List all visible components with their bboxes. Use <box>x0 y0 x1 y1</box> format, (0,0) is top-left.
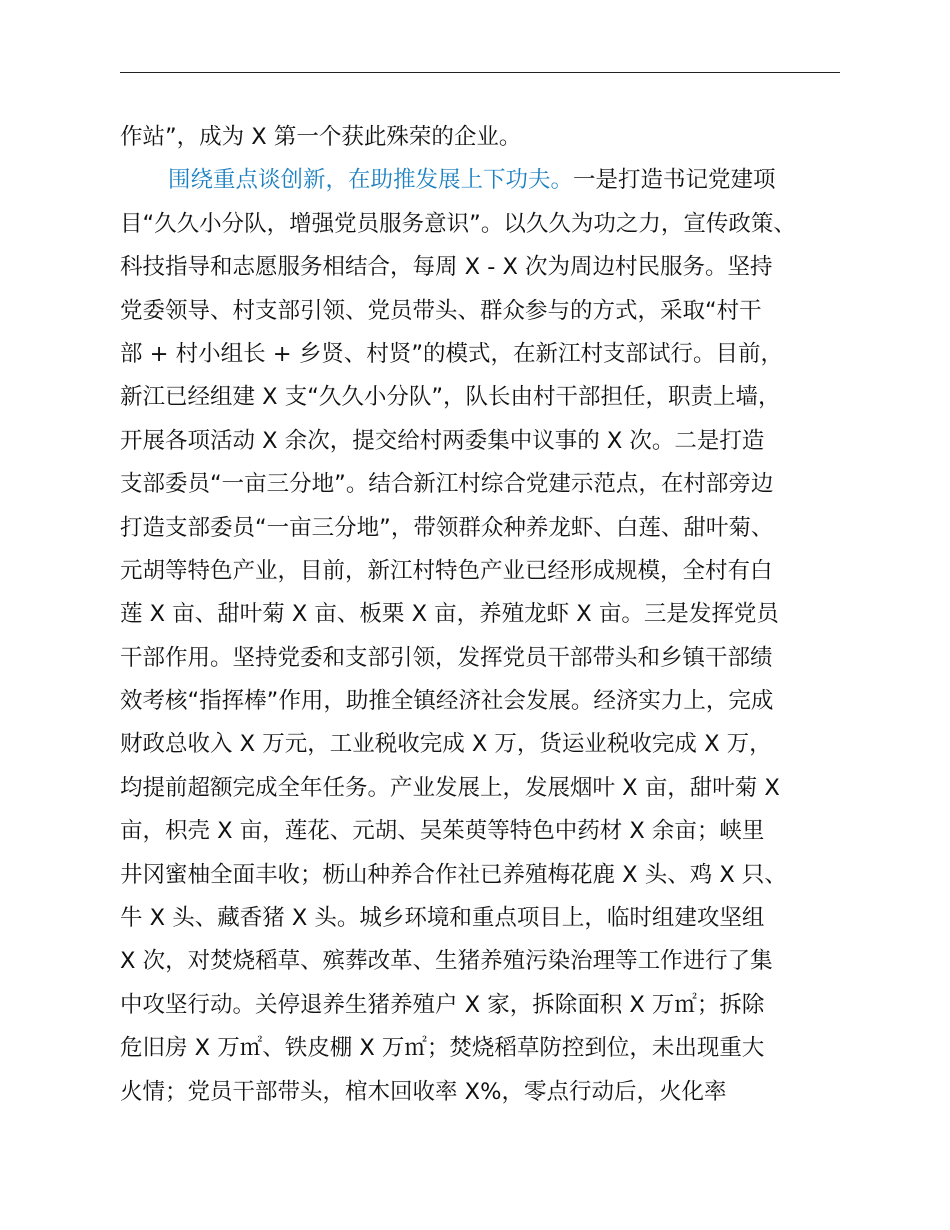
section-heading: 围绕重点谈创新，在助推发展上下功夫。 <box>168 167 574 194</box>
text-line: 均提前超额完成全年任务。产业发展上，发展烟叶 X 亩，甜叶菊 X <box>120 774 780 801</box>
text-line: 牛 X 头、藏香猪 X 头。城乡环境和重点项目上，临时组建攻坚组 <box>120 905 765 932</box>
text-line: 火情；党员干部带头，棺木回收率 X%，零点行动后，火化率 <box>120 1078 727 1105</box>
text-line: 井冈蜜柚全面丰收；枥山种养合作社已养殖梅花鹿 X 头、鸡 X 只、 <box>120 861 787 888</box>
text-line: 科技指导和志愿服务相结合，每周 X - X 次为周边村民服务。坚持 <box>120 254 773 281</box>
text-line: 元胡等特色产业，目前，新江村特色产业已经形成规模，全村有白 <box>120 557 773 584</box>
text-line: 支部委员“一亩三分地”。结合新江村综合党建示范点，在村部旁边 <box>120 471 774 498</box>
text-line: 财政总收入 X 万元，工业税收完成 X 万，货运业税收完成 X 万， <box>120 731 772 758</box>
text-line: 作站”，成为 X 第一个获此殊荣的企业。 <box>120 124 522 150</box>
text-line: 莲 X 亩、甜叶菊 X 亩、板栗 X 亩，养殖龙虾 X 亩。三是发挥党员 <box>120 601 779 628</box>
paragraph-first-line <box>120 159 860 202</box>
text-line: 开展各项活动 X 余次，提交给村两委集中议事的 X 次。二是打造 <box>120 427 765 454</box>
text-line: 部 + 村小组长 + 乡贤、村贤”的模式，在新江村支部试行。目前， <box>120 340 783 367</box>
text-line: 新江已经组建 X 支“久久小分队”，队长由村干部担任，职责上墙， <box>120 384 781 411</box>
text-line: X 次，对焚烧稻草、殡葬改革、生猪养殖污染治理等工作进行了集 <box>120 948 773 975</box>
document-body <box>120 116 860 1114</box>
header-rule <box>120 72 840 73</box>
text-line: 打造支部委员“一亩三分地”，带领群众种养龙虾、白莲、甜叶菊、 <box>120 514 774 541</box>
text-line: 干部作用。坚持党委和支部引领，发挥党员干部带头和乡镇干部绩 <box>120 644 773 671</box>
text-line: 亩，枳壳 X 亩，莲花、元胡、吴茱萸等特色中药材 X 余亩；峡里 <box>120 818 765 845</box>
text-line: 效考核“指挥棒”作用，助推全镇经济社会发展。经济实力上，完成 <box>120 688 774 715</box>
text-run: 一是打造书记党建项 <box>573 167 776 194</box>
text-line: 党委领导、村支部引领、党员带头、群众参与的方式，采取“村干 <box>120 297 762 324</box>
text-line: 危旧房 X 万㎡、铁皮棚 X 万㎡；焚烧稻草防控到位，未出现重大 <box>120 1035 765 1062</box>
text-line: 中攻坚行动。关停退养生猪养殖户 X 家，拆除面积 X 万㎡；拆除 <box>120 991 765 1018</box>
text-line: 目“久久小分队，增强党员服务意识”。以久久为功之力，宣传政策、 <box>120 210 796 237</box>
